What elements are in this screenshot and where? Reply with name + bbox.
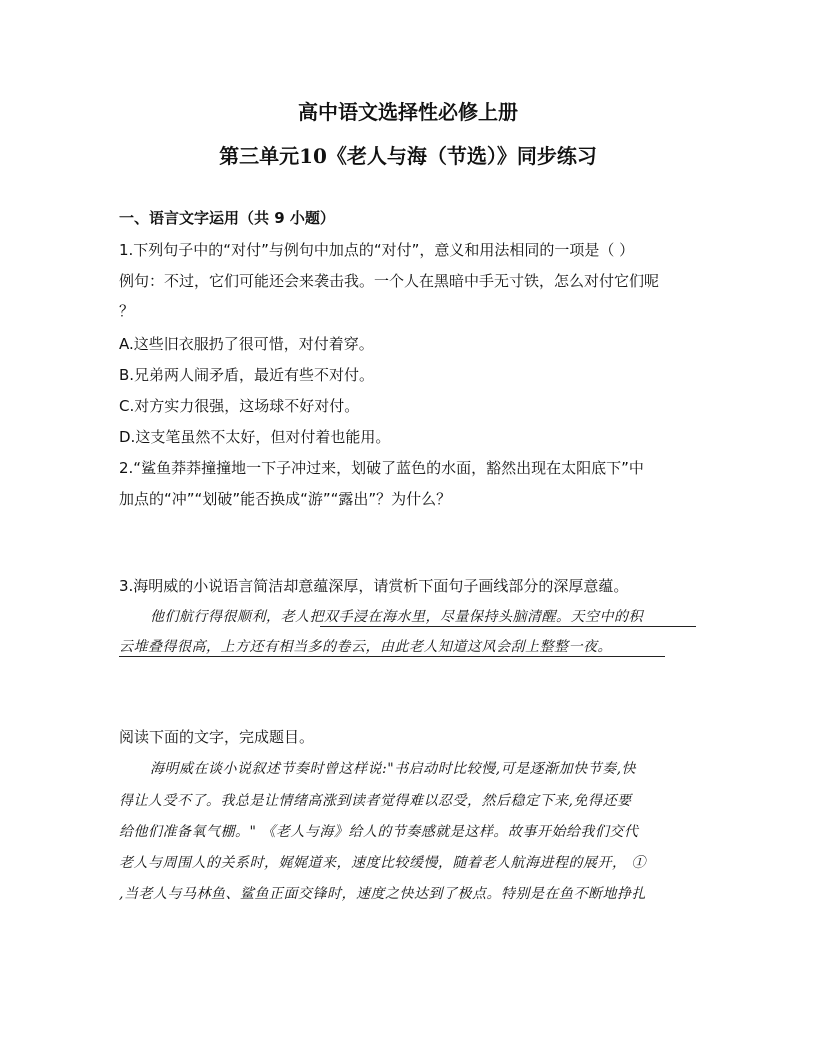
option-d: D.这支笔虽然不太好，但对付着也能用。 [119,428,391,446]
underline-1 [320,626,696,627]
question-2-line-1: 2.“鲨鱼莽莽撞撞地一下子冲过来，划破了蓝色的水面，豁然出现在太阳底下”中 [119,459,644,477]
document-title: 高中语文选择性必修上册 [298,100,518,124]
reading-line-4: 老人与周围人的关系时，娓娓道来，速度比较缓慢，随着老人航海进程的展开， ① [119,855,646,871]
reading-intro: 阅读下面的文字，完成题目。 [119,728,315,746]
document-subtitle: 第三单元10《老人与海（节选）》同步练习 [219,144,597,168]
section-heading: 一、语言文字运用（共 9 小题） [119,209,335,227]
reading-line-5: ,当老人与马林鱼、鲨鱼正面交锋时，速度之快达到了极点。特别是在鱼不断地挣扎 [119,886,646,902]
question-1-example-continued: ？ [119,302,135,320]
question-3-passage-line-1: 他们航行得很顺利，老人把双手浸在海水里，尽量保持头脑清醒。天空中的积 [150,609,643,625]
option-a: A.这些旧衣服扔了很可惜，对付着穿。 [119,335,374,353]
option-b: B.兄弟两人闹矛盾，最近有些不对付。 [119,366,375,384]
question-3-stem: 3.海明威的小说语言简洁却意蕴深厚，请赏析下面句子画线部分的深厚意蕴。 [119,577,629,595]
reading-line-1: 海明威在谈小说叙述节奏时曾这样说:"书启动时比较慢,可是逐渐加快节奏,快 [150,761,637,777]
question-2-line-2: 加点的“冲”“划破”能否换成“游”“露出”？为什么？ [119,490,452,508]
question-3-passage-line-2: 云堆叠得很高，上方还有相当多的卷云，由此老人知道这风会刮上整整一夜。 [119,639,612,655]
question-1-stem: 1.下列句子中的“对付”与例句中加点的“对付”，意义和用法相同的一项是（ ） [119,241,635,259]
underline-2 [119,656,665,657]
option-c: C.对方实力很强，这场球不好对付。 [119,397,360,415]
reading-line-3: 给他们准备氧气棚。" 《老人与海》给人的节奏感就是这样。故事开始给我们交代 [119,824,639,840]
reading-line-2: 得让人受不了。我总是让情绪高涨到读者觉得难以忍受，然后稳定下来,免得还要 [119,793,632,809]
question-1-example: 例句：不过，它们可能还会来袭击我。一个人在黑暗中手无寸铁，怎么对付它们呢 [119,272,660,290]
